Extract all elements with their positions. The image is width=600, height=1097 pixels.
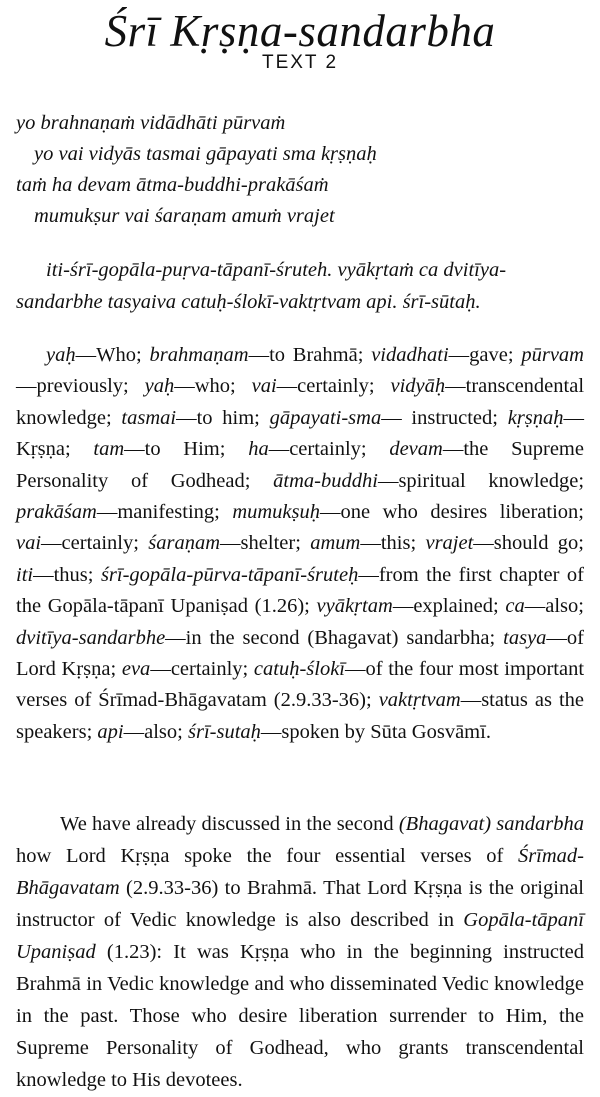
synonym-meaning: certainly [170, 658, 243, 681]
synonym-meaning: certainly [61, 532, 134, 555]
synonym-word: devam [389, 438, 443, 461]
synonym-word: iti [16, 563, 34, 586]
translation-segment: We have already discussed in the second [60, 813, 399, 835]
synonym-word: vidyāḥ [390, 375, 446, 398]
reference-line-2: sandarbhe tasyaiva catuḥ-ślokī-vaktṛtvam api. śrī-sūtaḥ. [16, 291, 481, 313]
translation-segment: how Lord Kṛṣṇa spoke the four essential verses of [16, 845, 518, 867]
synonym-word: prakāśam [16, 501, 97, 524]
synonym-word: ha [248, 438, 269, 461]
synonym-meaning: shelter [240, 532, 296, 555]
source-reference [16, 254, 586, 318]
synonym-word: ātma-buddhi [273, 469, 378, 492]
synonym-meaning: of Lord Kṛṣṇa [16, 626, 584, 681]
synonym-meaning: Kṛṣṇa [16, 438, 65, 461]
synonym-word: vidadhati [371, 344, 449, 366]
synonym-meaning: thus [53, 563, 88, 586]
synonym-word: eva [121, 658, 151, 681]
synonym-meaning: in the second (Bhagavat) sandarbha [185, 626, 490, 649]
synonym-word: vyākṛtam [316, 595, 393, 618]
sanskrit-verse [16, 108, 586, 232]
reference-line-1: iti-śrī-gopāla-puṛva-tāpanī-śruteh. vyākṛtaṁ ca dvitīya- [46, 259, 507, 281]
synonym-meaning: instructed [401, 406, 493, 429]
verse-line-4: mumukṣur vai śaraṇam amuṁ vrajet [34, 205, 335, 227]
synonym-word: api [97, 720, 124, 743]
text-number-heading: TEXT 2 [261, 52, 339, 73]
synonym-word: vai [251, 375, 277, 398]
synonym-word: kṛṣṇaḥ [507, 406, 564, 429]
synonym-meaning: manifesting [117, 501, 215, 524]
synonym-meaning: transcendental knowledge [16, 375, 585, 429]
synonym-word: dvitīya-sandarbhe [16, 626, 166, 649]
synonym-meaning: gave [469, 344, 508, 366]
synonym-word: vrajet [425, 532, 474, 555]
translation-segment: (Bhagavat) sandarbha [398, 813, 584, 835]
synonym-word: mumukṣuḥ [232, 501, 321, 524]
translation-segment: Śrīmad-Bhāgavatam [16, 845, 584, 899]
synonym-meaning: of the four most important verses of Śrīmad-Bhāgavatam (2.9.33-36) [16, 658, 585, 712]
verse-line-3: taṁ ha devam ātma-buddhi-prakāśaṁ [16, 174, 329, 196]
synonym-meaning: also [545, 595, 579, 618]
translation-segment: (2.9.33-36) to Brahmā. That Lord Kṛṣṇa is the original instructor of Vedic knowledge is also described in [16, 877, 584, 931]
synonym-meaning: status as the speakers [16, 689, 584, 743]
synonym-meaning: explained [413, 595, 494, 618]
synonym-meaning: certainly [289, 438, 361, 461]
synonym-meaning: certainly [297, 375, 369, 398]
synonym-meaning: should go [493, 532, 579, 555]
synonym-meaning: who [194, 375, 231, 398]
synonym-meaning: Who [96, 344, 136, 366]
synonym-meaning: this [380, 532, 411, 555]
translation-segment: Gopāla-tāpanī Upaniṣad [16, 909, 584, 963]
synonym-word: ca [505, 595, 525, 618]
synonym-word: yaḥ [144, 375, 175, 398]
synonym-meaning: also [144, 720, 178, 743]
synonym-meaning: previously [36, 375, 124, 398]
synonym-meaning: to him [196, 406, 255, 429]
synonym-word: śaraṇam [148, 532, 221, 555]
synonym-word: brahmaṇam [149, 344, 249, 366]
synonym-word: śrī-gopāla-pūrva-tāpanī-śruteḥ [100, 563, 359, 586]
synonym-meaning: spoken by Sūta Gosvāmī [281, 720, 486, 743]
synonym-meaning: from the first chapter of the Gopāla-tāpanī Upaniṣad (1.26) [16, 563, 585, 618]
synonym-word: gāpayati-sma [269, 406, 382, 429]
translation-section [16, 808, 584, 1096]
synonym-word: tasya [503, 626, 547, 649]
synonym-meaning: to Brahmā [269, 344, 358, 366]
synonym-word: vai [16, 532, 42, 555]
synonym-meaning: to Him [144, 438, 220, 461]
synonym-word: pūrvam [521, 344, 584, 366]
synonym-meaning: spiritual knowledge [398, 469, 579, 492]
synonyms-paragraph: yaḥ—Who; brahmaṇam—to Brahmā; vidadhati—gave; pūrvam—previously; yaḥ—who; vai—certainly; vidyāḥ—transcendental knowledge; tasmai—to him; gāpayati-sma— instructed; kṛṣṇaḥ—Kṛṣṇa; tam—to Him; ha—certainly; devam—the Supreme Personality of Godhead; ātma-buddhi—spiritual knowledge; prakāśam—manifesting; mumukṣuḥ—one who desires liberation; vai—certainly; śaraṇam—shelter; amum—this; vrajet—should go; iti—thus; śrī-gopāla-pūrva-tāpanī-śruteḥ—from the first chapter of the Gopāla-tāpanī Upaniṣad (1.26); vyākṛtam—explained; ca—also; dvitīya-sandarbhe—in the second (Bhagavat) sandarbha; tasya—of Lord Kṛṣṇa; eva—certainly; catuḥ-ślokī—of the four most important verses of Śrīmad-Bhāgavatam (2.9.33-36); vaktṛtvam—status as the speakers; api—also; śrī-sutaḥ—spoken by Sūta Gosvāmī. [16, 344, 585, 743]
synonym-meaning: the Supreme Personality of Godhead [16, 438, 584, 492]
verse-line-1: yo brahnaṇaṁ vidādhāti pūrvaṁ [16, 112, 286, 134]
synonym-word: yaḥ [46, 344, 76, 366]
synonym-word: amum [310, 532, 361, 555]
page-title: Śrī Kṛṣṇa-sandarbha [104, 6, 496, 56]
synonym-word: śrī-sutaḥ [187, 720, 261, 743]
translation-paragraph [16, 808, 584, 1096]
synonym-word: tasmai [121, 406, 177, 429]
word-for-word-synonyms [16, 340, 584, 748]
synonym-meaning: one who desires liberation [340, 501, 579, 524]
synonym-word: catuḥ-ślokī [253, 658, 345, 681]
synonym-word: vaktṛtvam [378, 689, 461, 712]
translation-segment: (1.23): It was Kṛṣṇa who in the beginning instructed Brahmā in Vedic knowledge and who disseminated Vedic knowledge in the past. Those who desire liberation surrender to Him, the Supreme Personality of Godhead, who grants transcendental knowledge to His devotees. [16, 941, 584, 1091]
synonym-word: tam [93, 438, 125, 461]
verse-line-2: yo vai vidyās tasmai gāpayati sma kṛṣṇaḥ [34, 143, 377, 165]
